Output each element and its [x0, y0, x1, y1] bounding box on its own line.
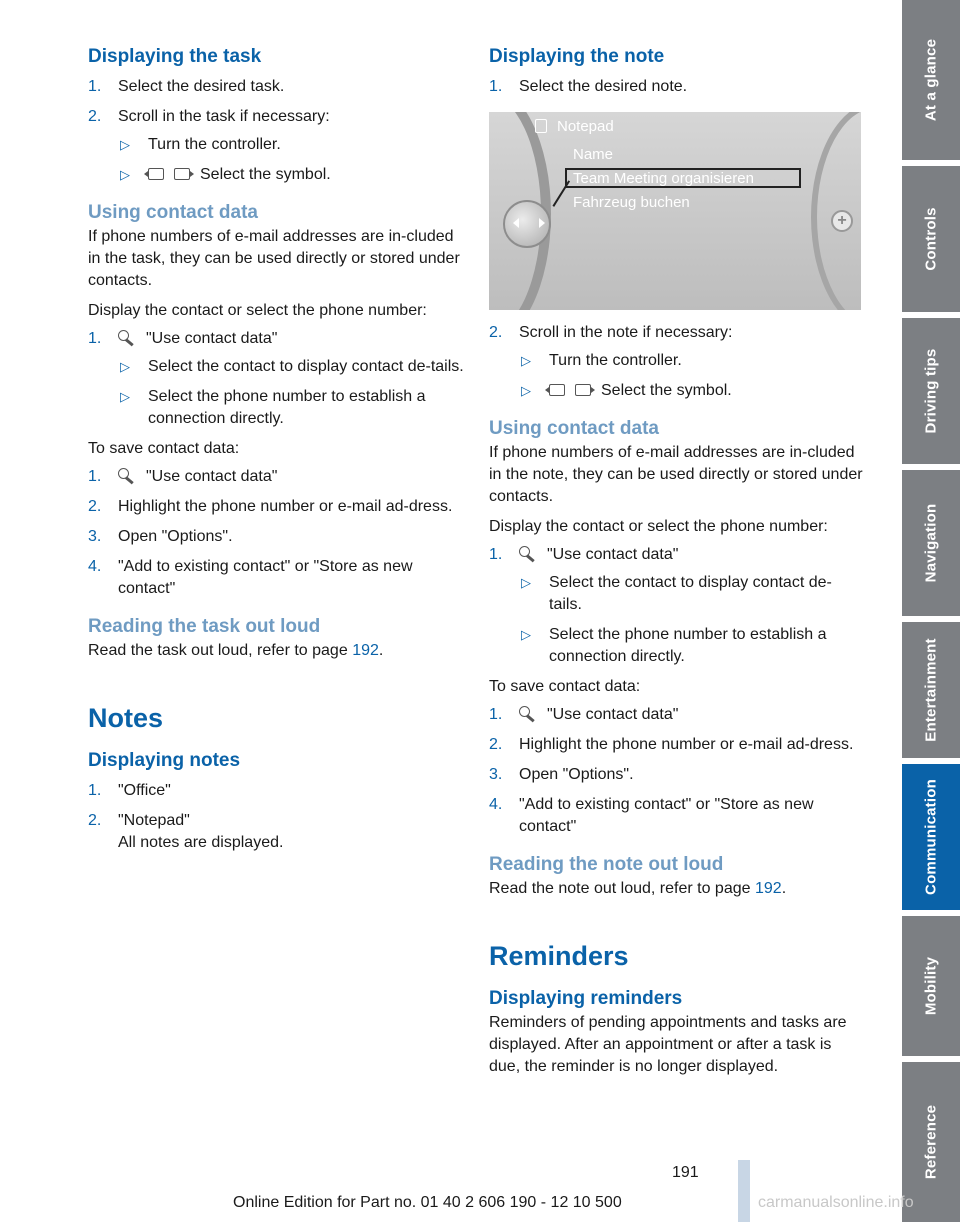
left-column [88, 44, 468, 862]
step-number: 1. [88, 78, 102, 95]
step-number: 1. [489, 706, 503, 723]
screen-option: Fahrzeug buchen [573, 194, 690, 211]
list-item [118, 386, 468, 430]
list-item [489, 794, 863, 838]
list-item [118, 356, 468, 378]
notepad-icon [535, 119, 547, 133]
heading-reading-task: Reading the task out loud [88, 616, 321, 637]
tab-label: Reference [922, 1104, 940, 1180]
page-number-bar [738, 1160, 750, 1222]
list-item [489, 544, 863, 668]
step-number: 1. [88, 330, 102, 347]
controller-icon [118, 468, 136, 482]
step-text: Scroll in the task if necessary: [118, 108, 330, 125]
step-text: Highlight the phone number or e-mail ad-dress. [118, 498, 453, 515]
list-item [489, 734, 863, 756]
screen-option: Name [573, 146, 614, 163]
bullet-text: Select the symbol. [601, 382, 732, 399]
step-text: Open "Options". [118, 528, 233, 545]
contact-steps [88, 328, 468, 430]
right-column [489, 44, 863, 1078]
page-number: 191 [672, 1164, 699, 1181]
watermark: carmanualsonline.info [758, 1194, 914, 1211]
step-number: 3. [489, 766, 503, 783]
note-steps [489, 76, 863, 98]
step-number: 4. [88, 558, 102, 575]
contact-instruction: Display the contact or select the phone number: [489, 518, 828, 535]
step-text: "Use contact data" [547, 706, 679, 723]
bullet-text: Select the phone number to establish a connection directly. [549, 626, 827, 665]
bullet-text: Select the contact to display contact de-tails. [148, 358, 464, 375]
heading-using-contact-data: Using contact data [88, 202, 258, 223]
step-number: 2. [489, 736, 503, 753]
heading-using-contact-data: Using contact data [489, 418, 659, 439]
bullet-text: Turn the controller. [549, 352, 682, 369]
save-steps [88, 466, 468, 600]
chapter-title-notes: Notes [88, 703, 164, 733]
read-note-text: Read the note out loud, refer to page [489, 880, 751, 897]
heading-displaying-reminders: Displaying reminders [489, 988, 683, 1009]
notes-result-text: All notes are displayed. [118, 834, 284, 851]
step-text: Open "Options". [519, 766, 634, 783]
scroll-back-symbol-icon [549, 384, 565, 396]
step-text: "Use contact data" [146, 330, 278, 347]
bullet-triangle-icon: ▷ [120, 359, 130, 374]
step-text: "Office" [118, 782, 171, 799]
step-text: "Add to existing contact" or "Store as new contact" [519, 796, 814, 835]
list-item [88, 780, 468, 802]
step-text: Highlight the phone number or e-mail ad-dress. [519, 736, 854, 753]
list-item [88, 496, 468, 518]
tab-controls[interactable] [902, 166, 960, 312]
list-item [118, 164, 468, 186]
tab-label: Navigation [922, 503, 940, 583]
bullet-triangle-icon: ▷ [120, 137, 130, 152]
controller-icon [519, 706, 537, 720]
chapter-tabs [900, 0, 960, 1222]
chapter-title-reminders: Reminders [489, 941, 629, 971]
bullet-triangle-icon: ▷ [521, 383, 531, 398]
list-item [118, 134, 468, 156]
tab-mobility[interactable] [902, 916, 960, 1056]
tab-label: Communication [922, 779, 940, 895]
save-steps [489, 704, 863, 838]
bullet-triangle-icon: ▷ [521, 627, 531, 642]
notes-steps [88, 780, 468, 854]
step-text: Select the desired task. [118, 78, 285, 95]
scroll-forward-symbol-icon [174, 168, 190, 180]
read-note-paragraph: Read the note out loud, refer to page 192. [489, 880, 787, 897]
list-item [519, 572, 863, 616]
list-item [489, 764, 863, 786]
arrow-left-icon [513, 218, 519, 228]
note-steps-cont [489, 322, 863, 402]
screen-title: Notepad [557, 118, 614, 135]
step-text: "Add to existing contact" or "Store as new contact" [118, 558, 413, 597]
list-item [489, 76, 863, 98]
arrow-right-icon [539, 218, 545, 228]
save-contact-intro: To save contact data: [489, 678, 641, 695]
contact-bullets [519, 572, 863, 668]
bullet-text: Select the contact to display contact de-tails. [549, 574, 832, 613]
save-contact-intro: To save contact data: [88, 440, 240, 457]
screen-option: Team Meeting organisieren [573, 170, 754, 187]
heading-reading-note: Reading the note out loud [489, 854, 724, 875]
reminders-paragraph: Reminders of pending appointments and tasks are displayed. After an appointment or after a task is due, the reminder is no longer displayed. [489, 1014, 847, 1075]
bullet-text: Turn the controller. [148, 136, 281, 153]
tab-label: Driving tips [922, 348, 940, 434]
note-bullets [519, 350, 863, 402]
step-number: 4. [489, 796, 503, 813]
tab-entertainment[interactable] [902, 622, 960, 758]
list-item [519, 380, 863, 402]
list-item [88, 556, 468, 600]
list-item [489, 322, 863, 402]
step-text: Select the desired note. [519, 78, 688, 95]
read-task-paragraph: Read the task out loud, refer to page 192. [88, 642, 384, 659]
heading-displaying-note: Displaying the note [489, 46, 665, 67]
step-text: "Use contact data" [146, 468, 278, 485]
bullet-triangle-icon: ▷ [120, 389, 130, 404]
list-item [88, 76, 468, 98]
list-item [489, 704, 863, 726]
tab-label: Controls [922, 207, 940, 271]
list-item [88, 466, 468, 488]
scroll-forward-symbol-icon [575, 384, 591, 396]
step-number: 2. [88, 498, 102, 515]
list-item [88, 328, 468, 430]
bullet-triangle-icon: ▷ [521, 575, 531, 590]
list-item [88, 106, 468, 186]
bullet-triangle-icon: ▷ [521, 353, 531, 368]
heading-displaying-task: Displaying the task [88, 46, 262, 67]
step-text: Scroll in the note if necessary: [519, 324, 733, 341]
bullet-text: Select the symbol. [200, 166, 331, 183]
tab-label: Entertainment [922, 638, 940, 742]
page-link-192[interactable]: 192 [352, 642, 379, 659]
step-number: 1. [489, 78, 503, 95]
controller-icon [118, 330, 136, 344]
heading-displaying-notes: Displaying notes [88, 750, 241, 771]
tab-communication[interactable] [902, 764, 960, 910]
task-bullets [118, 134, 468, 186]
page-link-192[interactable]: 192 [754, 880, 782, 897]
tab-label: At a glance [922, 38, 940, 122]
step-number: 1. [88, 468, 102, 485]
read-task-text: Read the task out loud, refer to page [88, 642, 348, 659]
contact-paragraph: If phone numbers of e-mail addresses are in-cluded in the task, they can be used directly or stored under contacts. [88, 228, 460, 289]
list-item [88, 810, 468, 854]
step-number: 1. [88, 782, 102, 799]
task-steps [88, 76, 468, 186]
list-item [519, 350, 863, 372]
step-text: "Use contact data" [547, 546, 679, 563]
step-number: 3. [88, 528, 102, 545]
controller-icon [519, 546, 537, 560]
contact-steps [489, 544, 863, 668]
contact-paragraph: If phone numbers of e-mail addresses are in-cluded in the note, they can be used directly or stored under contacts. [489, 444, 863, 505]
bullet-triangle-icon: ▷ [120, 167, 130, 182]
tab-at-a-glance[interactable] [902, 0, 960, 160]
plus-icon: + [831, 210, 853, 232]
tab-label: Mobility [922, 956, 940, 1016]
step-text: "Notepad" [118, 812, 190, 829]
bullet-text: Select the phone number to establish a connection directly. [148, 388, 426, 427]
notepad-screen-image [489, 112, 861, 310]
contact-instruction: Display the contact or select the phone number: [88, 302, 427, 319]
scroll-back-symbol-icon [148, 168, 164, 180]
list-item [519, 624, 863, 668]
list-item [88, 526, 468, 548]
tab-navigation[interactable] [902, 470, 960, 616]
tab-driving-tips[interactable] [902, 318, 960, 464]
step-number: 2. [489, 324, 503, 341]
step-number: 2. [88, 812, 102, 829]
footer-edition: Online Edition for Part no. 01 40 2 606 190 - 12 10 500 [233, 1194, 622, 1211]
step-number: 1. [489, 546, 503, 563]
contact-bullets [118, 356, 468, 430]
step-number: 2. [88, 108, 102, 125]
